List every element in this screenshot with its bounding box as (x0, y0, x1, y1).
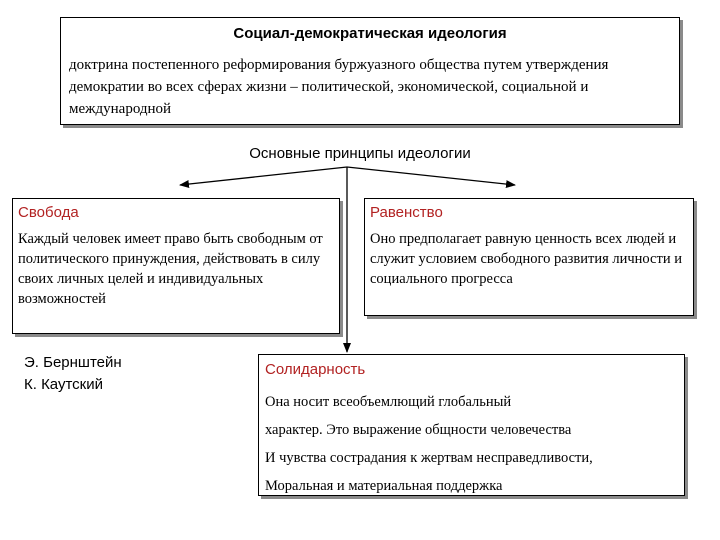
principle-freedom-text: Каждый человек имеет право быть свободным от политического принуждения, действовать в силу своих личных целей и индивидуальных возможностей (18, 231, 323, 307)
principle-equality-title: Равенство (370, 204, 443, 221)
author-name: К. Каутский (24, 376, 104, 393)
principle-equality-text: Оно предполагает равную ценность всех людей и служит условием свободного развития личности и социального прогресса (370, 231, 682, 287)
solidarity-line: Моральная и материальная поддержка (265, 478, 503, 494)
ideology-title: Социал-демократическая идеология (233, 25, 507, 42)
principle-solidarity-text (265, 388, 679, 500)
ideology-definition-box (60, 17, 680, 125)
principle-solidarity-title: Солидарность (265, 361, 366, 378)
arrow-to-equality (347, 167, 515, 185)
solidarity-line: Она носит всеобъемлющий глобальный (265, 394, 512, 410)
authors-list (24, 352, 122, 396)
principle-freedom-box (12, 198, 340, 334)
solidarity-line: характер. Это выражение общности человечества (265, 422, 572, 438)
principle-freedom-title: Свобода (18, 204, 79, 221)
principles-heading: Основные принципы идеологии (249, 145, 471, 162)
arrow-to-freedom (180, 167, 347, 185)
principle-solidarity-box (258, 354, 685, 496)
principle-equality-box (364, 198, 694, 316)
author-name: Э. Бернштейн (24, 354, 122, 371)
ideology-definition: доктрина постепенного реформирования буржуазного общества путем утверждения демократии во всех сферах жизни – политической, экономической, социальной и международной (69, 57, 609, 117)
solidarity-line: И чувства сострадания к жертвам несправедливости, (265, 450, 593, 466)
